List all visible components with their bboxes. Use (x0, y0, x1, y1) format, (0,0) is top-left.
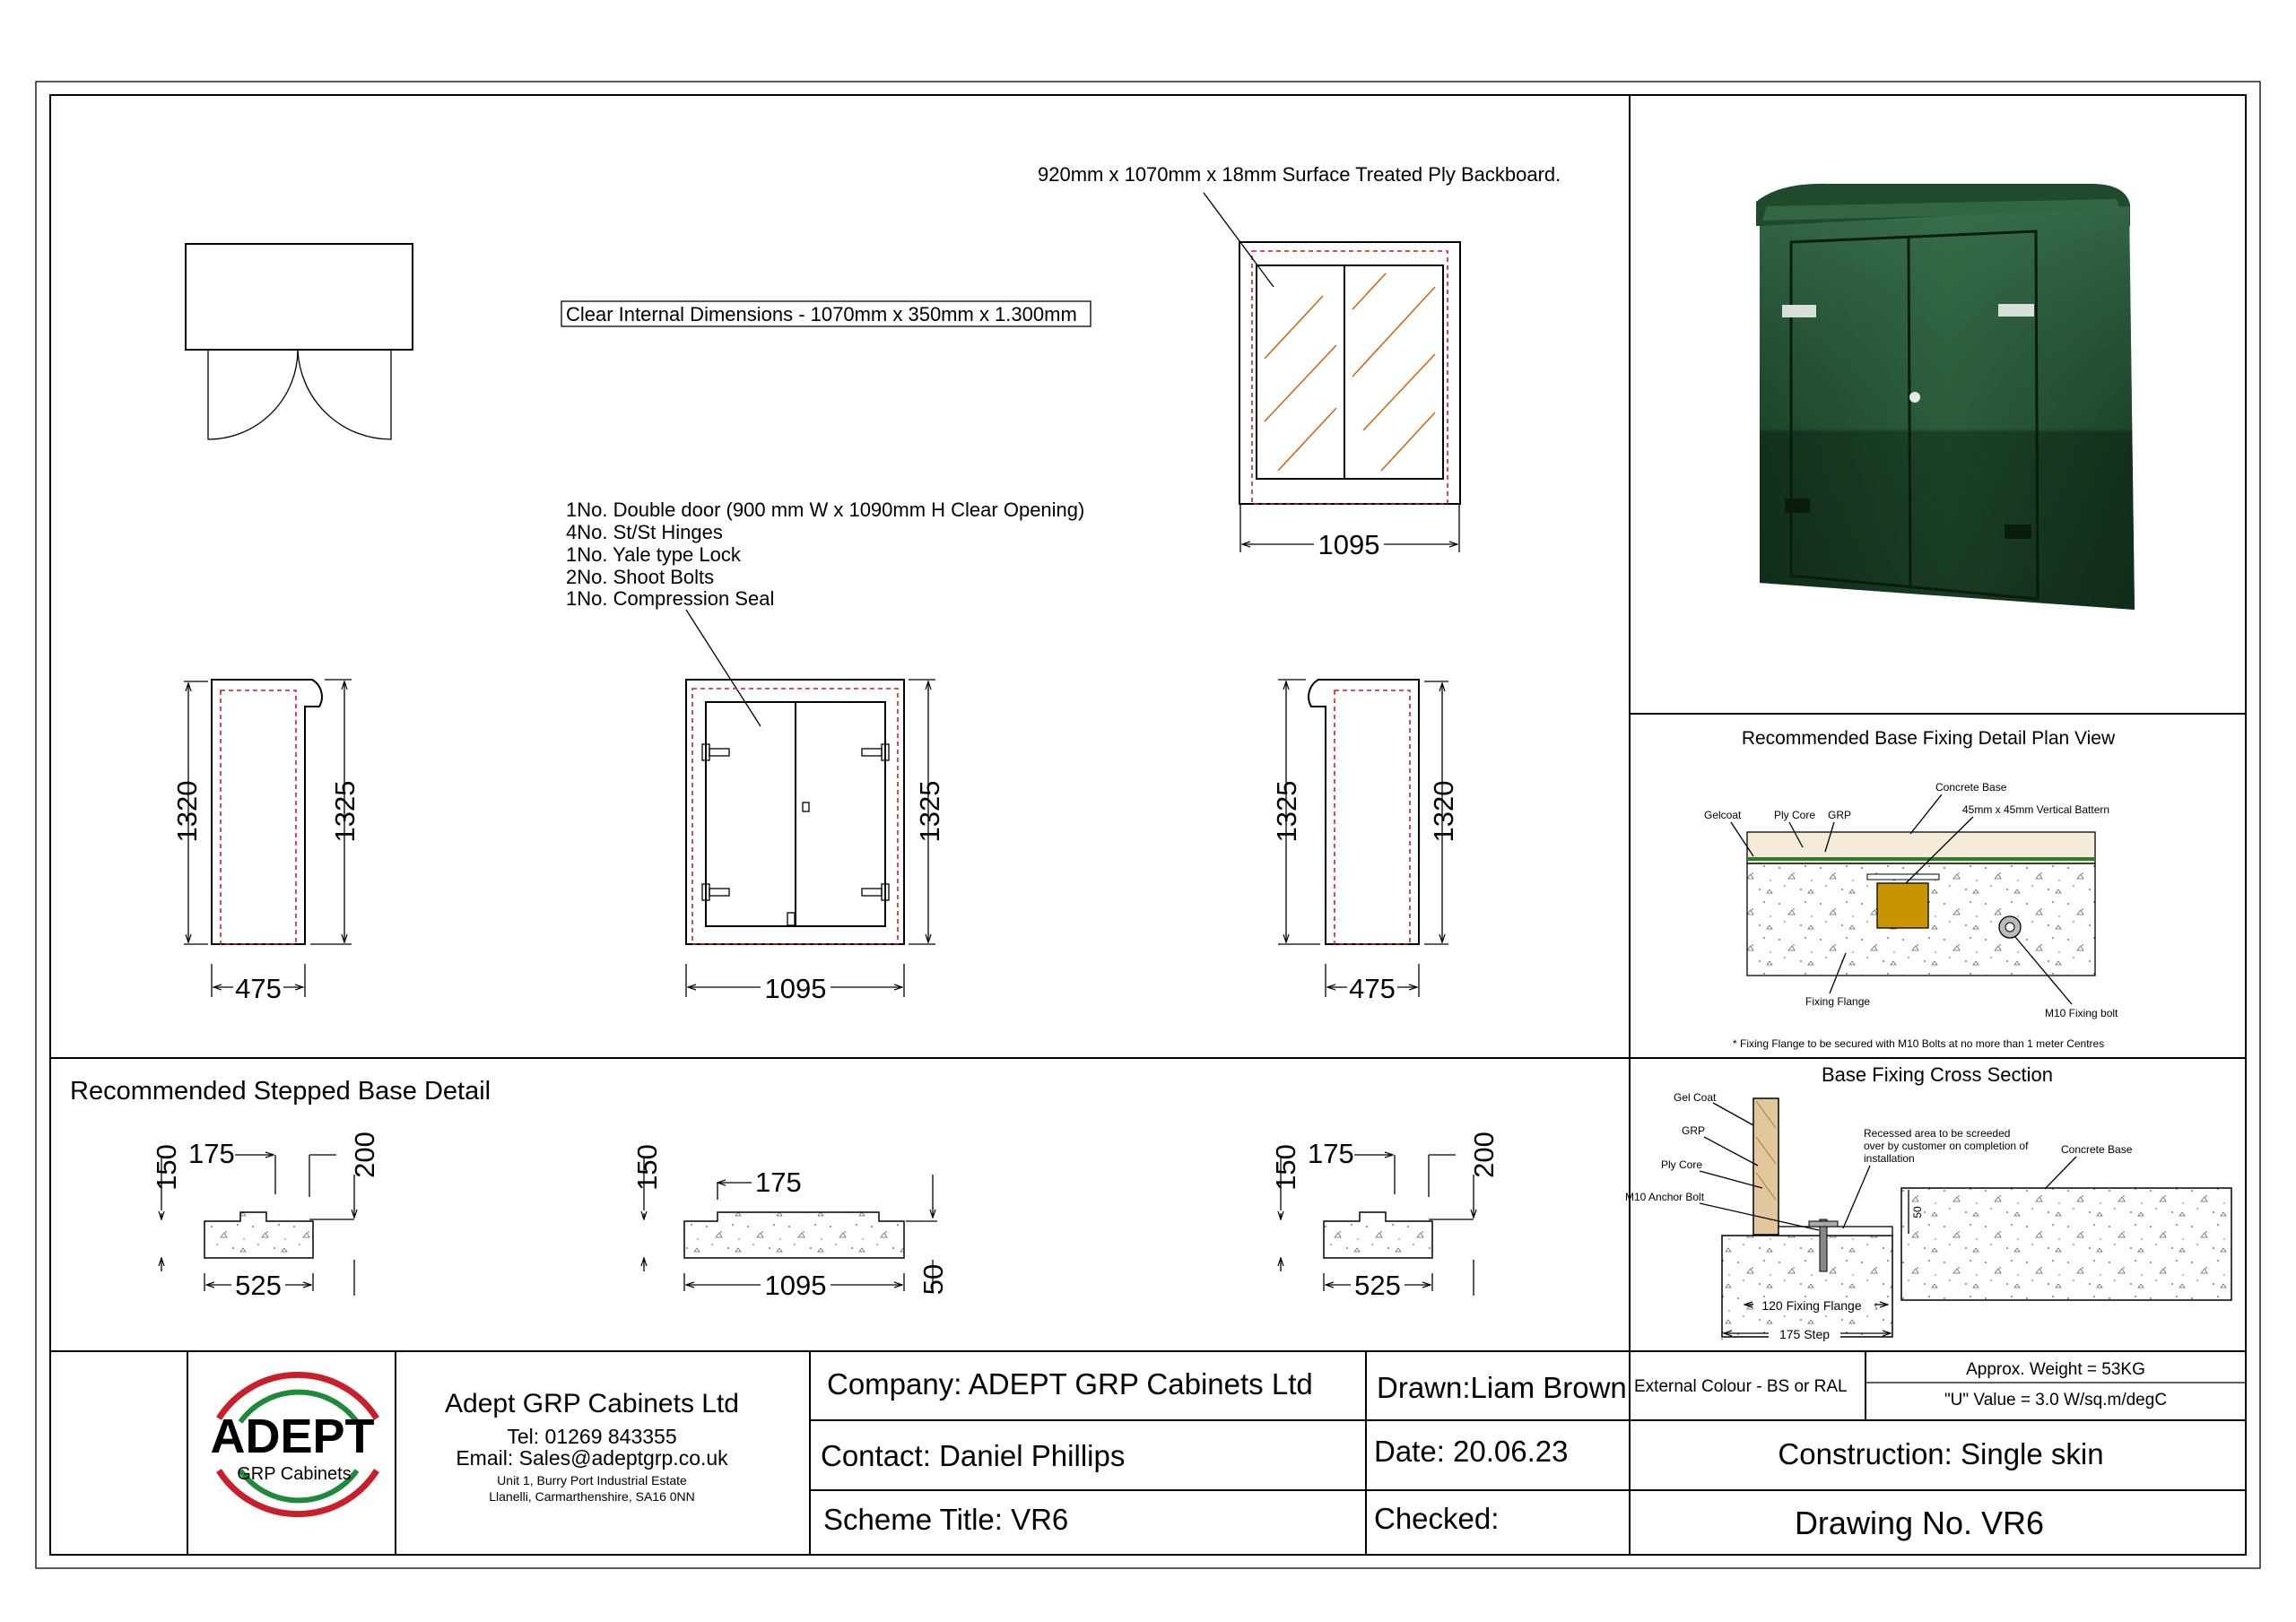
right-side-width: 475 (1349, 973, 1396, 1004)
company-logo (210, 1375, 377, 1514)
clear-internal-label: Clear Internal Dimensions - 1070mm x 350mm x 1.300mm (566, 303, 1077, 325)
spec-line-5: 1No. Compression Seal (566, 587, 775, 610)
right-base-h1: 150 (1270, 1144, 1301, 1191)
right-base-width: 525 (1354, 1270, 1401, 1301)
left-base-h1: 150 (151, 1144, 182, 1191)
tb-weight: Approx. Weight = 53KG (1966, 1360, 2145, 1379)
spec-line-3: 1No. Yale type Lock (566, 543, 741, 566)
xs-fixing-flange-dim: 120 Fixing Flange (1761, 1298, 1862, 1313)
cabinet-render (1756, 184, 2135, 610)
spec-list (566, 499, 1084, 726)
title-block (187, 1351, 2246, 1555)
plan-view-detail (1704, 728, 2118, 1050)
tb-address-2: Llanelli, Carmarthenshire, SA16 0NN (489, 1489, 695, 1504)
right-base-h2: 200 (1468, 1132, 1500, 1178)
tb-checked: Checked: (1374, 1502, 1500, 1535)
tb-company: Company: ADEPT GRP Cabinets Ltd (827, 1367, 1313, 1401)
left-side-height-a: 1320 (171, 780, 203, 843)
tb-date: Date: 20.06.23 (1374, 1435, 1569, 1468)
plan-fixing-bolt-label: M10 Fixing bolt (2045, 1007, 2118, 1019)
tb-email: Email: Sales@adeptgrp.co.uk (456, 1446, 728, 1470)
xs-gel-coat-label: Gel Coat (1674, 1091, 1717, 1104)
xs-anchor-bolt-label: M10 Anchor Bolt (1625, 1191, 1705, 1203)
tb-address-1: Unit 1, Burry Port Industrial Estate (497, 1473, 687, 1488)
tb-company-name: Adept GRP Cabinets Ltd (445, 1389, 739, 1418)
middle-base-w1: 175 (755, 1167, 802, 1198)
tb-scheme: Scheme Title: VR6 (823, 1503, 1069, 1536)
stepped-base-middle (631, 1144, 949, 1301)
right-side-elevation (1271, 680, 1459, 1004)
tb-tel: Tel: 01269 843355 (507, 1425, 677, 1448)
plan-ply-core-label: Ply Core (1774, 809, 1816, 821)
xs-recess-note-2: over by customer on completion of (1864, 1140, 2029, 1152)
plan-footnote: * Fixing Flange to be secured with M10 Bolts at no more than 1 meter Centres (1733, 1037, 2105, 1050)
xs-recess-note-3: installation (1864, 1152, 1915, 1165)
tb-external-colour: External Colour - BS or RAL (1634, 1377, 1848, 1396)
left-side-elevation (171, 680, 361, 1004)
left-base-w1: 175 (188, 1138, 235, 1169)
logo-sub: GRP Cabinets (237, 1464, 352, 1484)
cabinet-plan-view (186, 244, 413, 439)
right-side-height-a: 1325 (1271, 780, 1302, 843)
front-width: 1095 (764, 973, 827, 1004)
xs-recess-depth: 50 (1911, 1206, 1924, 1219)
plan-batten-label: 45mm x 45mm Vertical Battern (1962, 803, 2110, 816)
plan-concrete-base-label: Concrete Base (1935, 781, 2007, 794)
left-side-height-b: 1325 (329, 780, 361, 843)
middle-base-width: 1095 (764, 1270, 827, 1301)
middle-base-h2: 50 (918, 1263, 949, 1296)
left-base-h2: 200 (349, 1132, 380, 1178)
spec-line-2: 4No. St/St Hinges (566, 521, 723, 543)
backboard-view (1204, 193, 1460, 560)
xs-concrete-base-label: Concrete Base (2061, 1143, 2133, 1156)
front-height: 1325 (914, 780, 945, 843)
tb-contact: Contact: Daniel Phillips (821, 1439, 1126, 1472)
backboard-note: 920mm x 1070mm x 18mm Surface Treated Ply Backboard. (1038, 163, 1561, 186)
cross-section-title: Base Fixing Cross Section (1822, 1063, 2053, 1086)
tb-drawn: Drawn:Liam Brown (1377, 1371, 1627, 1404)
spec-line-1: 1No. Double door (900 mm W x 1090mm H Clear Opening) (566, 499, 1085, 521)
tb-construction: Construction: Single skin (1778, 1437, 2104, 1470)
front-elevation (686, 680, 945, 1004)
tb-u-value: "U" Value = 3.0 W/sq.m/degC (1944, 1391, 2168, 1409)
spec-line-4: 2No. Shoot Bolts (566, 566, 715, 588)
logo-word: ADEPT (210, 1409, 375, 1463)
backboard-width-dim: 1095 (1318, 529, 1380, 560)
plan-gelcoat-label: Gelcoat (1704, 809, 1742, 821)
xs-ply-core-label: Ply Core (1661, 1158, 1703, 1171)
stepped-base-title: Recommended Stepped Base Detail (70, 1077, 491, 1106)
stepped-base-left (151, 1132, 380, 1301)
plan-grp-label: GRP (1828, 809, 1852, 821)
plan-view-title: Recommended Base Fixing Detail Plan View (1741, 728, 2116, 749)
right-base-w1: 175 (1308, 1138, 1354, 1169)
cross-section-detail (1625, 1063, 2231, 1341)
xs-step-dim: 175 Step (1779, 1327, 1831, 1341)
middle-base-h1: 150 (631, 1144, 663, 1191)
plan-fixing-flange-label: Fixing Flange (1805, 995, 1871, 1008)
left-side-width: 475 (235, 973, 282, 1004)
tb-drawing-no: Drawing No. VR6 (1794, 1505, 2045, 1541)
stepped-base-right (1270, 1132, 1500, 1301)
left-base-width: 525 (235, 1270, 282, 1301)
xs-grp-label: GRP (1682, 1124, 1706, 1137)
xs-recess-note-1: Recessed area to be screeded (1864, 1127, 2011, 1140)
right-side-height-b: 1320 (1428, 780, 1459, 843)
